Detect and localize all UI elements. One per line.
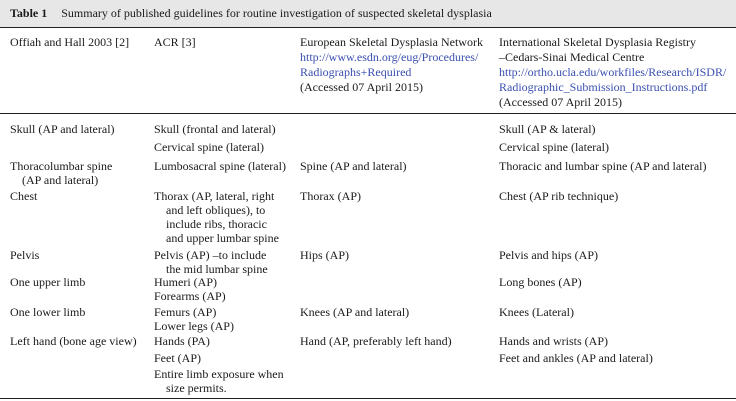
- isdr-accessed: (Accessed 07 April 2015): [499, 95, 622, 109]
- c3-r8: Hand (AP, preferably left hand): [300, 334, 452, 348]
- esdn-accessed: (Accessed 07 April 2015): [300, 80, 423, 94]
- top-rule: [0, 27, 736, 28]
- c1-r4: Chest: [10, 189, 38, 203]
- c4-r7: Knees (Lateral): [499, 305, 574, 319]
- c1-r6: One upper limb: [10, 275, 86, 289]
- c1-r8: Left hand (bone age view): [10, 334, 137, 348]
- header-esdn: [300, 35, 483, 95]
- c1-r7: One lower limb: [10, 305, 86, 319]
- table-title: Summary of published guidelines for routine investigation of suspected skeletal dysplasia: [61, 6, 492, 20]
- header-offiah: Offiah and Hall 2003 [2]: [10, 35, 130, 49]
- table-caption: [0, 0, 736, 27]
- esdn-name: European Skeletal Dysplasia Network: [300, 35, 483, 49]
- header-acr: ACR [3]: [154, 35, 196, 49]
- c2-r4: Thorax (AP, lateral, right and left obliques), to include ribs, thoracic and upper lumbar spine: [154, 189, 279, 245]
- c3-r7: Knees (AP and lateral): [300, 305, 410, 319]
- c1-r5: Pelvis: [10, 248, 40, 262]
- bottom-rule: [0, 398, 736, 399]
- c2-r3: Lumbosacral spine (lateral): [154, 159, 286, 173]
- c4-r8: Hands and wrists (AP) Feet and ankles (AP and lateral): [499, 334, 653, 365]
- c4-r5: Pelvis and hips (AP): [499, 248, 598, 262]
- header-isdr: [499, 35, 726, 110]
- c4-r3: Thoracic and lumbar spine (AP and lateral): [499, 159, 707, 173]
- isdr-name-line2: –Cedars-Sinai Medical Centre: [499, 50, 645, 64]
- c2-r7: Femurs (AP) Lower legs (AP): [154, 305, 234, 333]
- header-rule: [0, 113, 736, 114]
- c4-r2: Cervical spine (lateral): [499, 140, 609, 154]
- isdr-link-line2[interactable]: Radiographic_Submission_Instructions.pdf: [499, 80, 708, 94]
- c2-r5: Pelvis (AP) –to include the mid lumbar spine: [154, 248, 268, 276]
- c2-r8: Hands (PA) Feet (AP) Entire limb exposure when size permits.: [154, 334, 284, 395]
- c1-r1: Skull (AP and lateral): [10, 122, 115, 136]
- c4-r6: Long bones (AP): [499, 275, 582, 289]
- c1-r3: Thoracolumbar spine (AP and lateral): [10, 159, 113, 187]
- esdn-link-line1[interactable]: http://www.esdn.org/eug/Procedures/: [300, 50, 479, 64]
- c3-r4: Thorax (AP): [300, 189, 361, 203]
- isdr-name-line1: International Skeletal Dysplasia Registry: [499, 35, 696, 49]
- c2-r6: Humeri (AP) Forearms (AP): [154, 275, 226, 303]
- c4-r1: Skull (AP & lateral): [499, 122, 596, 136]
- table-label: Table 1: [10, 6, 48, 20]
- esdn-link-line2[interactable]: Radiographs+Required: [300, 65, 412, 79]
- c2-r1: Skull (frontal and lateral): [154, 122, 276, 136]
- c2-r2: Cervical spine (lateral): [154, 140, 264, 154]
- c3-r5: Hips (AP): [300, 248, 350, 262]
- c3-r3: Spine (AP and lateral): [300, 159, 407, 173]
- c4-r4: Chest (AP rib technique): [499, 189, 619, 203]
- isdr-link-line1[interactable]: http://ortho.ucla.edu/workfiles/Research/ISDR/: [499, 65, 727, 79]
